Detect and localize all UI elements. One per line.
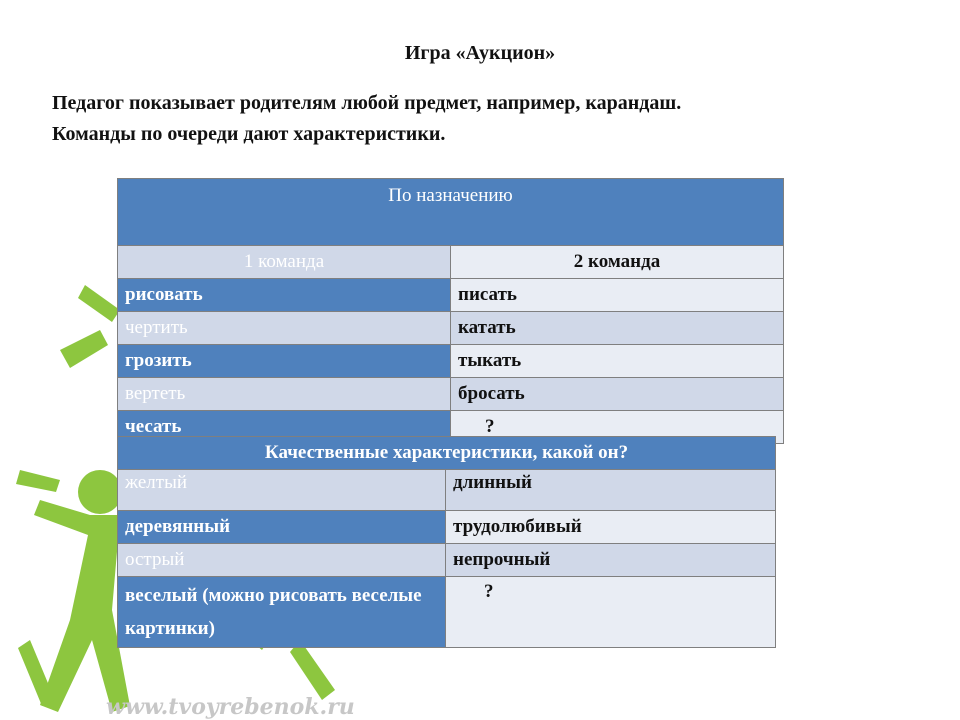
team-2-cell: катать <box>451 312 784 345</box>
quality-cell-right: трудолюбивый <box>446 511 776 544</box>
team-2-cell: тыкать <box>451 345 784 378</box>
table-row <box>118 544 776 577</box>
quality-cell-left: острый <box>118 544 446 577</box>
purpose-table <box>117 178 784 444</box>
intro-line-2: Команды по очереди дают характеристики. <box>52 123 446 145</box>
team-1-cell: вертеть <box>118 378 451 411</box>
quality-cell-right: длинный <box>446 470 776 511</box>
team-1-cell: рисовать <box>118 279 451 312</box>
team-1-cell: чертить <box>118 312 451 345</box>
quality-cell-left: веселый (можно рисовать веселые картинки) <box>118 577 446 648</box>
team-1-column-header: 1 команда <box>118 246 451 279</box>
purpose-table-header: По назначению <box>118 179 784 246</box>
team-2-cell: ? <box>451 411 784 444</box>
quality-cell-left: желтый <box>118 470 446 511</box>
page-title: Игра «Аукцион» <box>404 42 556 64</box>
team-2-column-header: 2 команда <box>451 246 784 279</box>
table-row <box>118 312 784 345</box>
quality-cell-left: деревянный <box>118 511 446 544</box>
team-1-cell: чесать <box>118 411 451 444</box>
table-row <box>118 577 776 648</box>
table-row <box>118 511 776 544</box>
team-1-cell: грозить <box>118 345 451 378</box>
table-row <box>118 378 784 411</box>
table-row <box>118 470 776 511</box>
intro-line-1: Педагог показывает родителям любой предмет, например, карандаш. <box>52 92 682 114</box>
team-2-cell: писать <box>451 279 784 312</box>
quality-cell-right: ? <box>446 577 776 648</box>
site-watermark: www.tvoyrebenok.ru <box>106 694 355 720</box>
team-2-cell: бросать <box>451 378 784 411</box>
qualities-table <box>117 436 776 648</box>
table-row <box>118 345 784 378</box>
qualities-table-header: Качественные характеристики, какой он? <box>118 437 776 470</box>
quality-cell-right: непрочный <box>446 544 776 577</box>
table-row <box>118 279 784 312</box>
